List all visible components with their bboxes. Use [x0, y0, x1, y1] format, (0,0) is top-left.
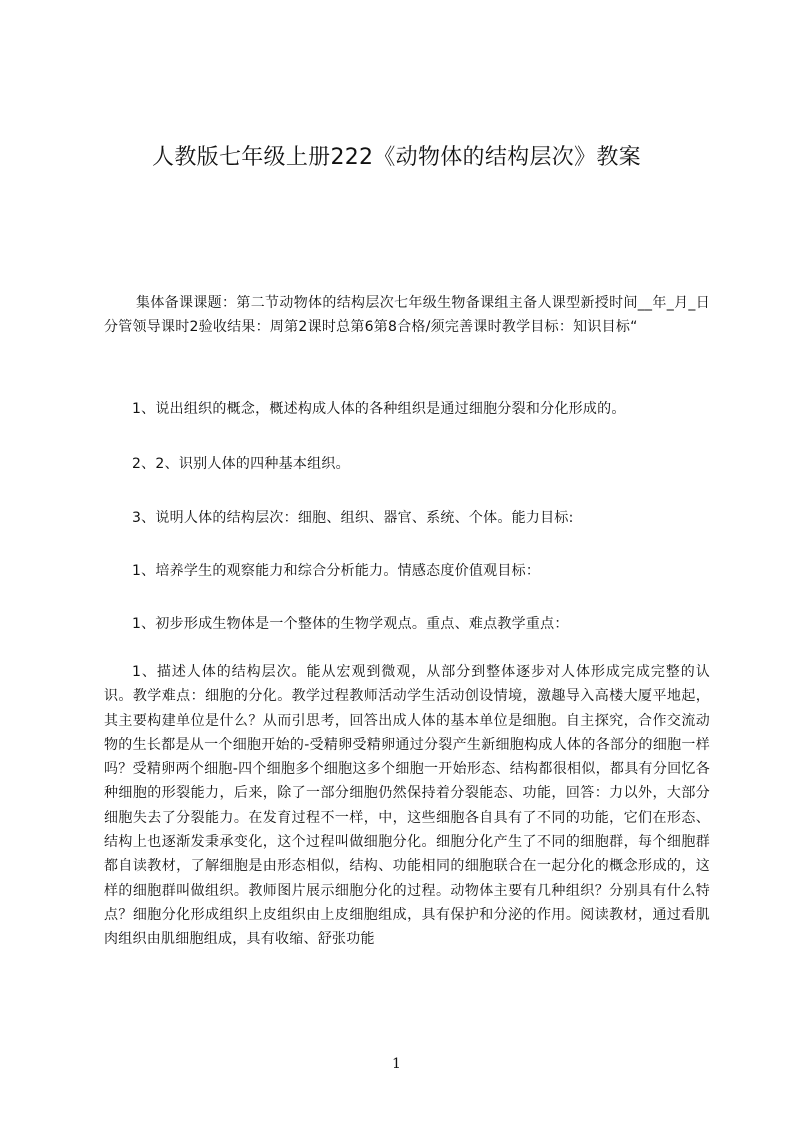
page-number: 1 [392, 1056, 401, 1072]
paragraph-teaching-process: 1、描述人体的结构层次。能从宏观到微观，从部分到整体逐步对人体形成完成完整的认识。教学难点：细胞的分化。教学过程教师活动学生活动创设情境，激趣导入高楼大厦平地起，其主要构建单位是什么？从而引思考，回答出成人体的基本单位是细胞。自主探究，合作交流动物的生长都是从一个细胞开始的-受精卵受精卵通过分裂产生新细胞构成人体的各部分的细胞一样吗？受精卵两个细胞-四个细胞多个细胞这多个细胞一开始形态、结构都很相似，都具有分回忆各种细胞的形裂能力，后来，除了一部分细胞仍然保持着分裂能态、功能，回答：力以外，大部分细胞失去了分裂能力。在发育过程不一样，中，这些细胞各自具有了不同的功能，它们在形态、结构上也逐渐发秉承变化，这个过程叫做细胞分化。细胞分化产生了不同的细胞群，每个细胞群都自读教材，了解细胞是由形态相似，结构、功能相同的细胞联合在一起分化的概念形成的，这样的细胞群叫做组织。教师图片展示细胞分化的过程。动物体主要有几种组织？分别具有什么特点？细胞分化形成组织上皮组织由上皮细胞组成，具有保护和分泌的作用。阅读教材，通过看肌肉组织由肌细胞组成，具有收缩、舒张功能 [104, 664, 710, 948]
paragraph-ability-objective: 1、培养学生的观察能力和综合分析能力。情感态度价值观目标： [132, 563, 541, 579]
paragraph-knowledge-objective-2: 2、2、识别人体的四种基本组织。 [132, 456, 350, 472]
paragraph-lesson-info: 集体备课课题：第二节动物体的结构层次七年级生物备课组主备人课型新授时间__年_月_日分管领导课时2验收结果：周第2课时总第6第8合格/须完善课时教学目标：知识目标“ [104, 295, 710, 336]
paragraph-attitude-objective: 1、初步形成生物体是一个整体的生物学观点。重点、难点教学重点： [132, 616, 569, 632]
document-title: 人教版七年级上册222《动物体的结构层次》教案 [152, 145, 641, 170]
paragraph-knowledge-objective-3: 3、说明人体的结构层次：细胞、组织、器官、系统、个体。能力目标: [132, 510, 574, 526]
paragraph-knowledge-objective-1: 1、说出组织的概念，概述构成人体的各种组织是通过细胞分裂和分化形成的。 [132, 401, 626, 417]
